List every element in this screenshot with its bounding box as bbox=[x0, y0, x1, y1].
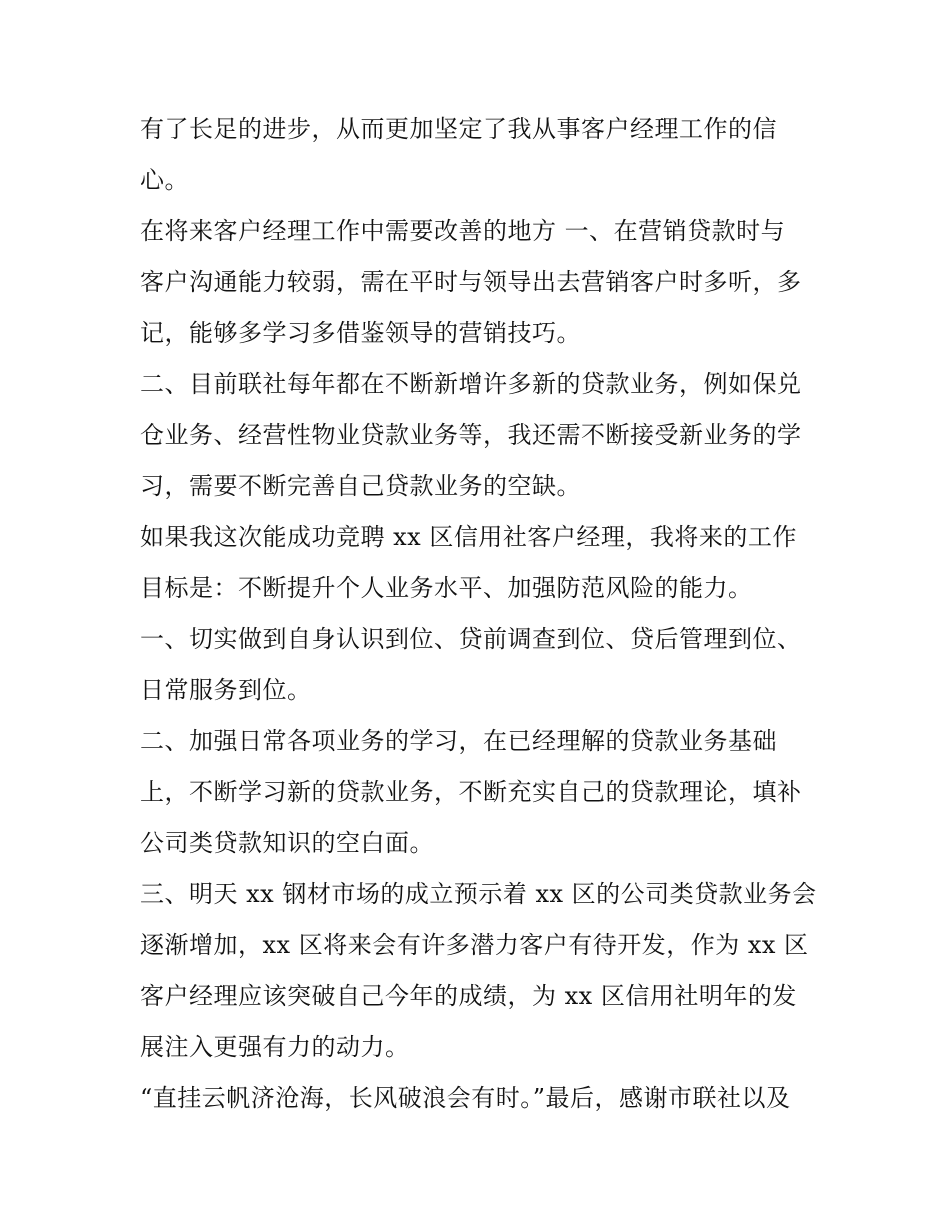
text-line: 逐渐增加，xx 区将来会有许多潜力客户有待开发，作为 xx 区 bbox=[140, 931, 809, 959]
text-line: 客户经理应该突破自己今年的成绩，为 xx 区信用社明年的发 bbox=[140, 982, 797, 1010]
text-line: 在将来客户经理工作中需要改善的地方 一、在营销贷款时与 bbox=[140, 217, 786, 245]
text-line: 客户沟通能力较弱，需在平时与领导出去营销客户时多听，多 bbox=[140, 268, 802, 296]
text-line: 日常服务到位。 bbox=[140, 676, 312, 704]
text-line: 二、目前联社每年都在不断新增许多新的贷款业务，例如保兑 bbox=[140, 370, 802, 398]
text-line: 记，能够多学习多借鉴领导的营销技巧。 bbox=[140, 319, 581, 347]
text-line: 展注入更强有力的动力。 bbox=[140, 1033, 410, 1061]
text-line: 有了长足的进步，从而更加坚定了我从事客户经理工作的信 bbox=[140, 115, 777, 143]
text-line: 公司类贷款知识的空白面。 bbox=[140, 829, 434, 857]
text-line: 仓业务、经营性物业贷款业务等，我还需不断接受新业务的学 bbox=[140, 421, 802, 449]
document-body bbox=[140, 104, 820, 1124]
text-line: 心。 bbox=[140, 166, 189, 194]
text-line: 三、明天 xx 钢材市场的成立预示着 xx 区的公司类贷款业务会 bbox=[140, 880, 817, 908]
text-line: 目标是：不断提升个人业务水平、加强防范风险的能力。 bbox=[140, 574, 753, 602]
text-line: 二、加强日常各项业务的学习，在已经理解的贷款业务基础 bbox=[140, 727, 777, 755]
text-line: 上，不断学习新的贷款业务，不断充实自己的贷款理论，填补 bbox=[140, 778, 802, 806]
text-line: 如果我这次能成功竞聘 xx 区信用社客户经理，我将来的工作 bbox=[140, 523, 797, 551]
text-line: 习，需要不断完善自己贷款业务的空缺。 bbox=[140, 472, 581, 500]
text-line: 一、切实做到自身认识到位、贷前调查到位、贷后管理到位、 bbox=[140, 625, 802, 653]
text-line: “直挂云帆济沧海，长风破浪会有时。”最后，感谢市联社以及 bbox=[140, 1084, 791, 1112]
